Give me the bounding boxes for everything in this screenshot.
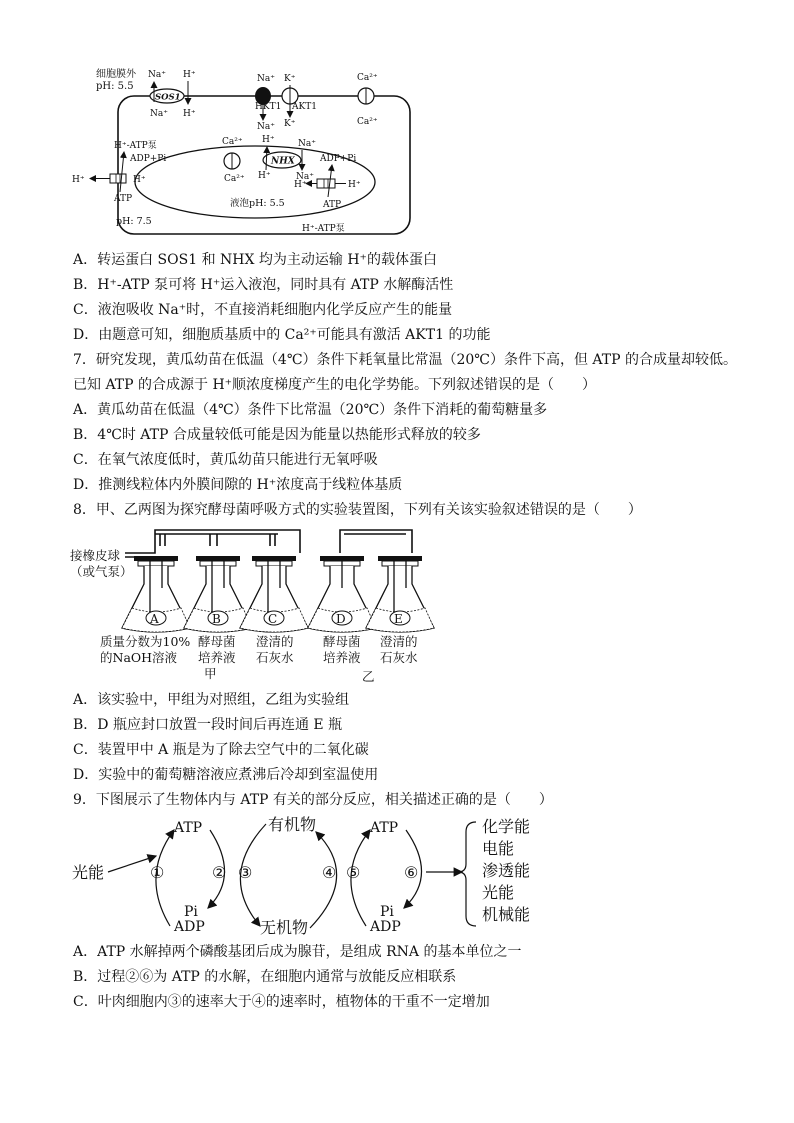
hkt1-na-in: Na⁺	[257, 122, 275, 132]
q8-option-a: A．该实验中，甲组为对照组，乙组为实验组	[73, 692, 350, 708]
process-2-label: ②	[212, 863, 227, 882]
energy-electric: 电能	[482, 839, 515, 858]
energy-light: 光能	[482, 883, 515, 902]
flask-d-label: D	[336, 612, 346, 626]
flask-e	[366, 556, 434, 632]
outside-label: 细胞膜外	[96, 69, 136, 80]
atp-right: ATP	[323, 200, 342, 210]
sos1-na-out: Na⁺	[148, 70, 166, 80]
flask-b-label: B	[212, 612, 221, 626]
q8-option-d: D．实验中的葡萄糖溶液应煮沸后冷却到室温使用	[73, 767, 379, 783]
adp-pi-left: ADP+Pi	[130, 154, 167, 164]
flask-b	[184, 556, 252, 632]
flask-a-label: A	[150, 612, 159, 626]
sos1-h-out: H⁺	[183, 70, 196, 80]
pump-right-h-vac: H⁺	[294, 180, 307, 190]
outside-ph: pH: 5.5	[96, 81, 134, 92]
light-energy-label: 光能	[72, 863, 105, 882]
energy-mechanical: 机械能	[482, 905, 531, 924]
process-1-label: ①	[150, 863, 165, 882]
flask-b-desc2: 培养液	[198, 650, 236, 665]
hkt1-label: HKT1	[255, 102, 282, 112]
group-jia-label: 甲	[204, 666, 217, 681]
pump-label-line1: 接橡皮球	[70, 548, 121, 563]
q8-option-c: C．装置甲中 A 瓶是为了除去空气中的二氧化碳	[73, 742, 369, 758]
q8-stem: 8．甲、乙两图为探究酵母菌呼吸方式的实验装置图，下列有关该实验叙述错误的是（ ）	[73, 502, 642, 518]
adp-pi-right: ADP+Pi	[320, 154, 357, 164]
atp-right-label: ATP	[370, 820, 399, 836]
q9-option-b: B．过程②⑥为 ATP 的水解，在细胞内通常与放能反应相联系	[73, 969, 457, 985]
inorganic-label: 无机物	[260, 918, 309, 937]
akt1-k-out: K⁺	[284, 74, 296, 84]
q9-stem: 9．下图展示了生物体内与 ATP 有关的部分反应，相关描述正确的是（ ）	[73, 792, 553, 808]
pump-right	[317, 179, 335, 188]
flask-d	[308, 556, 376, 632]
q7-stem-line1: 7．研究发现，黄瓜幼苗在低温（4℃）条件下耗氧量比常温（20℃）条件下高，但 ATP 的合成量却较低。	[73, 352, 737, 368]
pump-left-h-in: H⁺	[133, 175, 146, 185]
flask-a-desc2: 的NaOH溶液	[100, 650, 178, 665]
process-5-label: ⑤	[346, 863, 361, 882]
process-4-label: ④	[322, 863, 337, 882]
nhx-label: NHX	[271, 156, 295, 167]
sos1-label: SOS1	[155, 92, 181, 103]
atp-reaction-diagram	[70, 812, 550, 940]
pump-left	[110, 174, 126, 183]
q7-option-a: A．黄瓜幼苗在低温（4℃）条件下比常温（20℃）条件下消耗的葡萄糖量多	[73, 402, 548, 418]
q6-option-c: C．液泡吸收 Na⁺时，不直接消耗细胞内化学反应产生的能量	[73, 302, 453, 318]
flask-d-desc2: 培养液	[323, 650, 361, 665]
nhx-h-top: H⁺	[262, 135, 275, 145]
pi-left-label: Pi	[184, 904, 198, 920]
energy-chemical: 化学能	[482, 817, 531, 836]
organic-label: 有机物	[268, 815, 317, 834]
flask-c-desc1: 澄清的	[256, 634, 294, 649]
pi-right-label: Pi	[380, 904, 394, 920]
sos1-h-in: H⁺	[183, 109, 196, 119]
flask-d-desc1: 酵母菌	[323, 634, 361, 649]
nhx-na-bottom: Na⁺	[296, 172, 314, 182]
vacuole-ca-bottom: Ca²⁺	[224, 174, 245, 184]
akt1-k-in: K⁺	[284, 119, 296, 129]
pump-label-line2: （或气泵）	[70, 564, 133, 579]
yeast-respiration-apparatus	[70, 526, 440, 684]
hkt1-na-out: Na⁺	[257, 74, 275, 84]
q9-option-a: A．ATP 水解掉两个磷酸基团后成为腺苷，是组成 RNA 的基本单位之一	[73, 944, 522, 960]
nhx-na-top: Na⁺	[298, 139, 316, 149]
flask-e-desc2: 石灰水	[380, 650, 418, 665]
energy-osmotic: 渗透能	[482, 861, 531, 880]
q7-option-c: C．在氧气浓度低时，黄瓜幼苗只能进行无氧呼吸	[73, 452, 378, 468]
atp-left: ATP	[114, 194, 133, 204]
sos1-na-in: Na⁺	[150, 109, 168, 119]
flask-e-desc1: 澄清的	[380, 634, 418, 649]
flask-b-desc1: 酵母菌	[198, 634, 236, 649]
adp-left-label: ADP	[174, 919, 205, 935]
akt1-label: AKT1	[292, 102, 317, 112]
flask-c-label: C	[268, 612, 278, 626]
q7-option-d: D．推测线粒体内外膜间隙的 H⁺浓度高于线粒体基质	[73, 477, 403, 493]
ion-transport-diagram	[70, 66, 430, 238]
membrane-ca-in: Ca²⁺	[357, 117, 378, 127]
q6-option-d: D．由题意可知，细胞质基质中的 Ca²⁺可能具有激活 AKT1 的功能	[73, 327, 491, 343]
process-6-label: ⑥	[404, 863, 419, 882]
process-3-label: ③	[238, 863, 253, 882]
q6-option-a: A．转运蛋白 SOS1 和 NHX 均为主动运输 H⁺的载体蛋白	[73, 252, 437, 268]
vacuole-ca-top: Ca²⁺	[222, 137, 243, 147]
membrane-ca-out: Ca²⁺	[357, 73, 378, 83]
q9-option-c: C．叶肉细胞内③的速率大于④的速率时，植物体的干重不一定增加	[73, 994, 490, 1010]
cytoplasm-ph: pH: 7.5	[116, 216, 152, 227]
flask-a-desc1: 质量分数为10%	[100, 634, 191, 649]
pump-right-h-cyt: H⁺	[348, 180, 361, 190]
adp-right-label: ADP	[370, 919, 401, 935]
pump-right-label: H⁺-ATP泵	[302, 224, 345, 234]
flask-c-desc2: 石灰水	[256, 650, 294, 665]
atp-left-label: ATP	[174, 820, 203, 836]
nhx-h-bottom: H⁺	[258, 171, 271, 181]
pump-left-label: H⁺-ATP泵	[114, 141, 157, 151]
flask-e-label: E	[394, 612, 403, 626]
q8-option-b: B．D 瓶应封口放置一段时间后再连通 E 瓶	[73, 717, 343, 733]
group-yi-label: 乙	[362, 669, 375, 684]
flask-c	[240, 556, 308, 632]
q7-option-b: B．4℃时 ATP 合成量较低可能是因为能量以热能形式释放的较多	[73, 427, 481, 443]
q7-stem-line2: 已知 ATP 的合成源于 H⁺顺浓度梯度产生的电化学势能。下列叙述错误的是（ ）	[73, 377, 597, 393]
pump-left-h-out: H⁺	[72, 175, 85, 185]
q6-option-b: B．H⁺-ATP 泵可将 H⁺运入液泡，同时具有 ATP 水解酶活性	[73, 277, 454, 293]
vacuole-ph: 液泡pH: 5.5	[230, 198, 285, 209]
